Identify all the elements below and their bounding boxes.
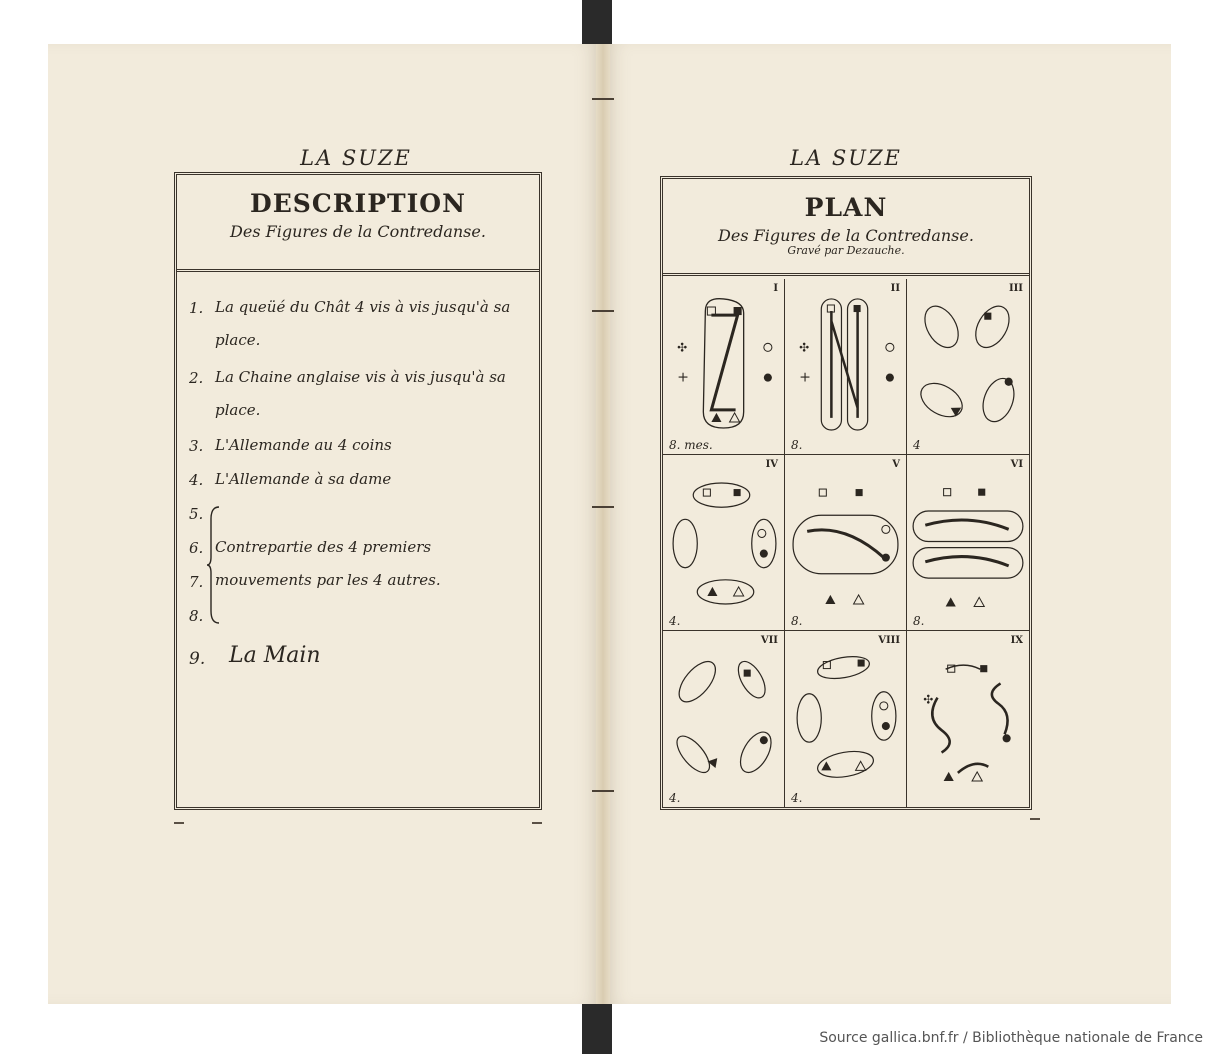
- engraver-credit: Gravé par Dezauche.: [787, 244, 905, 257]
- figure-numeral: V: [892, 459, 900, 470]
- figure-cell: [785, 631, 907, 807]
- figure-numeral: VII: [760, 635, 778, 646]
- dance-diagram: [907, 631, 1029, 807]
- figure-cell: [663, 279, 785, 455]
- figure-grid: [663, 279, 1029, 807]
- svg-text:✣: ✣: [923, 692, 934, 707]
- running-head-left: LA SUZE: [300, 146, 412, 170]
- item-number: 5.: [189, 505, 204, 523]
- figure-numeral: IX: [1010, 635, 1023, 646]
- dance-diagram: [785, 455, 906, 630]
- plan-frame: [660, 176, 1032, 810]
- figure-numeral: VI: [1010, 459, 1023, 470]
- item-number: 4.: [189, 471, 204, 489]
- dance-diagram: [785, 631, 906, 807]
- figure-numeral: II: [890, 283, 900, 294]
- book-gutter: [596, 44, 610, 1004]
- figure-cell: [907, 279, 1029, 455]
- svg-text:+: +: [799, 369, 811, 386]
- plan-header: [663, 179, 1029, 276]
- corner-mark: [532, 822, 542, 824]
- measure-count: 8.: [913, 614, 925, 628]
- description-header: [177, 175, 539, 272]
- dance-diagram: [663, 631, 784, 807]
- item-number: 9.: [189, 649, 206, 669]
- plan-subtitle: Des Figures de la Contredanse.: [718, 226, 974, 245]
- figure-cell: [907, 455, 1029, 631]
- figure-numeral: VIII: [878, 635, 900, 646]
- figure-cell: [785, 279, 907, 455]
- item-number: 8.: [189, 607, 204, 625]
- item-text: La queüé du Chât 4 vis à vis jusqu'à sa place.: [215, 298, 511, 349]
- figure-cell: [907, 631, 1029, 807]
- measure-count: 4: [913, 438, 921, 452]
- svg-text:+: +: [677, 369, 689, 386]
- binding-stitch: [592, 790, 614, 792]
- item-text: La Chaine anglaise vis à vis jusqu'à sa place.: [215, 368, 506, 419]
- description-frame: [174, 172, 542, 810]
- item-text: L'Allemande à sa dame: [215, 470, 392, 488]
- item-number: 7.: [189, 573, 204, 591]
- figure-cell: [663, 455, 785, 631]
- description-title: DESCRIPTION: [250, 189, 466, 218]
- binding-stitch: [592, 310, 614, 312]
- figure-cell: [785, 455, 907, 631]
- svg-text:✣: ✣: [677, 340, 688, 355]
- bookmark-ribbon-bottom: [582, 1000, 612, 1054]
- bookmark-ribbon-top: [582, 0, 612, 46]
- binding-stitch: [592, 506, 614, 508]
- dance-diagram: [907, 455, 1029, 630]
- item-number: 1.: [189, 299, 204, 317]
- dance-diagram: [663, 455, 784, 630]
- corner-mark: [1030, 818, 1040, 820]
- measure-count: 4.: [669, 791, 681, 805]
- svg-text:✣: ✣: [799, 340, 810, 355]
- corner-mark: [174, 822, 184, 824]
- figure-cell: [663, 631, 785, 807]
- measure-count: 8.: [791, 438, 803, 452]
- measure-count: 4.: [669, 614, 681, 628]
- measure-count: 8.: [791, 614, 803, 628]
- item-text: La Main: [229, 643, 321, 668]
- dance-diagram: [907, 279, 1029, 454]
- item-text: Contrepartie des 4 premiers mouvements par les 4 autres.: [215, 538, 441, 589]
- binding-stitch: [592, 98, 614, 100]
- figure-numeral: I: [773, 283, 778, 294]
- figure-numeral: III: [1008, 283, 1023, 294]
- item-text: L'Allemande au 4 coins: [215, 436, 392, 454]
- measure-count: 8. mes.: [669, 438, 713, 452]
- running-head-right: LA SUZE: [790, 146, 902, 170]
- brace-mark: [207, 505, 221, 625]
- dance-diagram: [785, 279, 906, 454]
- item-number: 2.: [189, 369, 204, 387]
- item-number: 6.: [189, 539, 204, 557]
- description-subtitle: Des Figures de la Contredanse.: [230, 222, 486, 241]
- measure-count: 4.: [791, 791, 803, 805]
- plan-title: PLAN: [804, 193, 888, 222]
- dance-diagram: [663, 279, 784, 454]
- source-credit: Source gallica.bnf.fr / Bibliothèque nationale de France: [819, 1030, 1203, 1046]
- item-number: 3.: [189, 437, 204, 455]
- figure-numeral: IV: [765, 459, 778, 470]
